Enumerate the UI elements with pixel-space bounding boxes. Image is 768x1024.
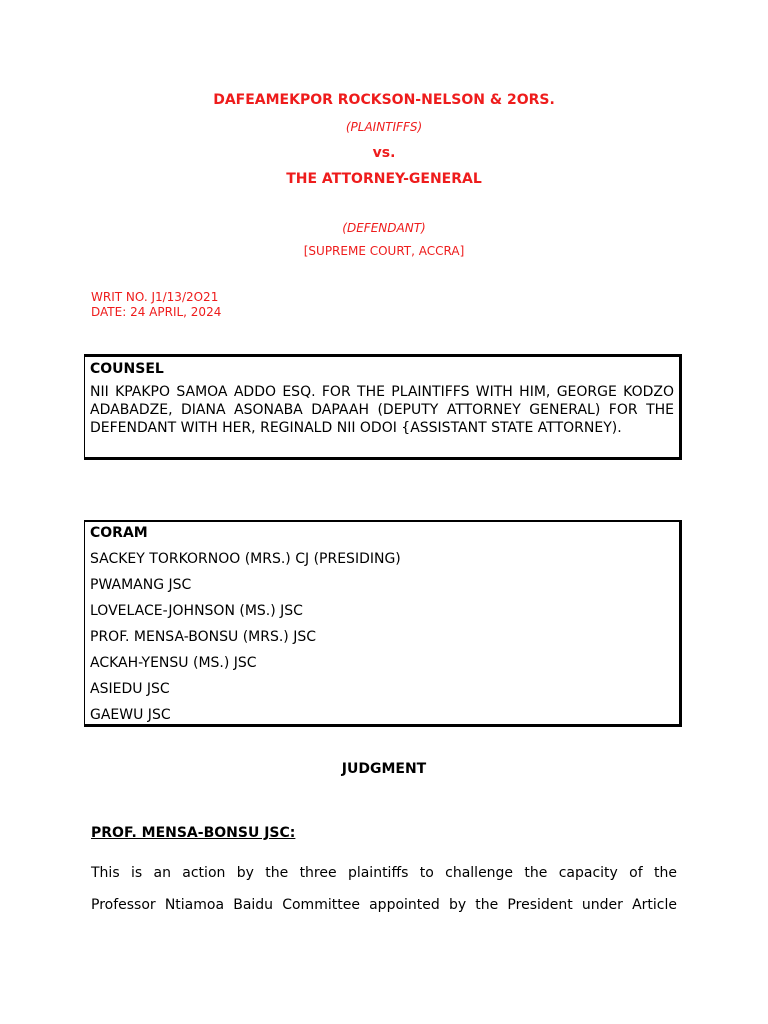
plaintiffs-name: DAFEAMEKPOR ROCKSON-NELSON & 2ORS. bbox=[213, 92, 555, 108]
coram-member: PROF. MENSA-BONSU (MRS.) JSC bbox=[90, 629, 317, 645]
judge-name: PROF. MENSA-BONSU JSC: bbox=[91, 825, 296, 841]
court-name: [SUPREME COURT, ACCRA] bbox=[303, 244, 465, 258]
body-line: Professor Ntiamoa Baidu Committee appointed by the President under Article bbox=[91, 897, 677, 913]
counsel-text: NII KPAKPO SAMOA ADDO ESQ. FOR THE PLAINTIFFS WITH HIM, GEORGE KODZO ADABADZE, DIANA ASONABA DAPAAH (DEPUTY ATTORNEY GENERAL) FOR THE DEFENDANT WITH HER, REGINALD NII ODOI {ASSISTANT STATE ATTORNEY). bbox=[90, 384, 674, 436]
counsel-heading: COUNSEL bbox=[90, 361, 164, 377]
writ-number: WRIT NO. J1/13/2O21 bbox=[91, 290, 219, 304]
coram-heading: CORAM bbox=[90, 525, 148, 541]
writ-date: DATE: 24 APRIL, 2024 bbox=[91, 305, 222, 319]
body-line: This is an action by the three plaintiffs to challenge the capacity of the bbox=[91, 865, 677, 881]
coram-box bbox=[84, 520, 682, 727]
plaintiffs-role: (PLAINTIFFS) bbox=[345, 120, 423, 134]
defendant-role: (DEFENDANT) bbox=[342, 221, 426, 235]
versus-label: vs. bbox=[372, 145, 396, 161]
defendant-name: THE ATTORNEY-GENERAL bbox=[286, 171, 482, 187]
coram-member: PWAMANG JSC bbox=[90, 577, 192, 593]
coram-member: SACKEY TORKORNOO (MRS.) CJ (PRESIDING) bbox=[90, 551, 401, 567]
coram-member: ACKAH-YENSU (MS.) JSC bbox=[90, 655, 257, 671]
judgment-body bbox=[91, 857, 677, 921]
counsel-box bbox=[84, 354, 682, 460]
coram-member: LOVELACE-JOHNSON (MS.) JSC bbox=[90, 603, 303, 619]
coram-list bbox=[90, 546, 674, 728]
coram-member: GAEWU JSC bbox=[90, 707, 171, 723]
coram-member: ASIEDU JSC bbox=[90, 681, 170, 697]
judgment-title: JUDGMENT bbox=[341, 761, 427, 777]
